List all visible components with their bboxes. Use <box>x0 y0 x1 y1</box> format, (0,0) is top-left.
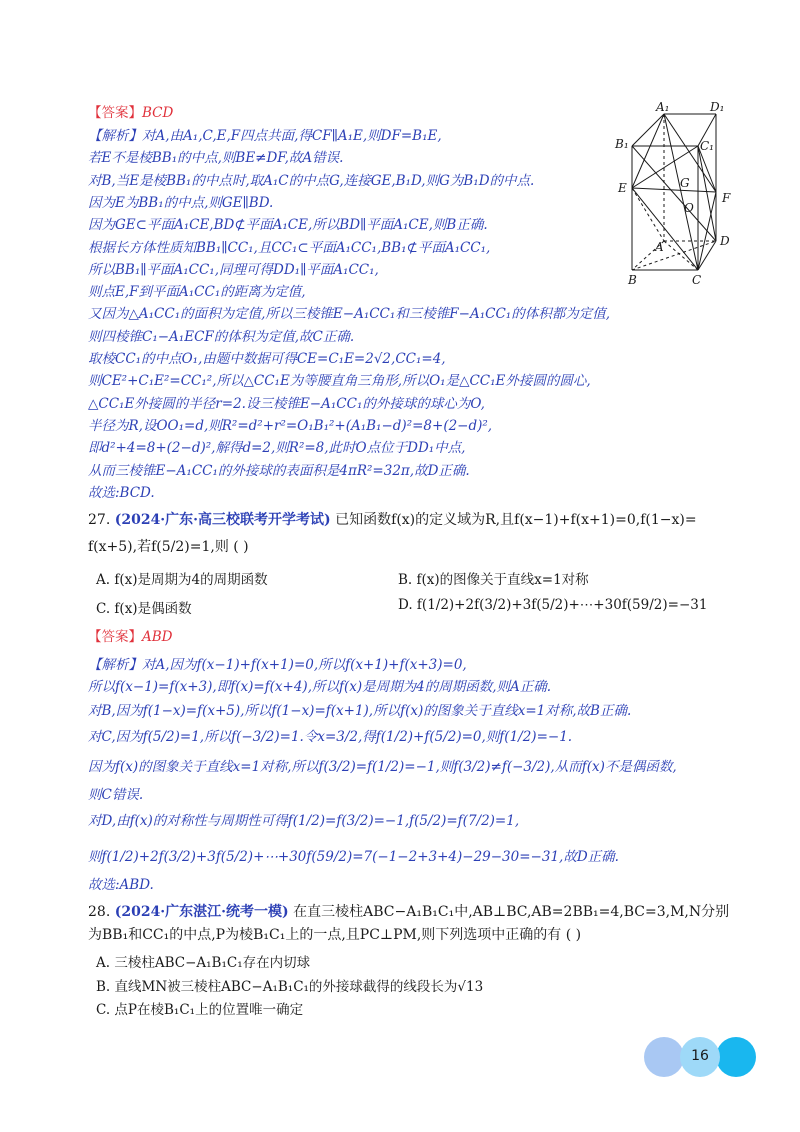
analysis-line: 【解析】对A,因为f(x−1)+f(x+1)=0,所以f(x+1)+f(x+3)=0, <box>88 657 467 673</box>
analysis-line: 则CE²+C₁E²=CC₁²,所以△CC₁E为等腰直角三角形,所以O₁是△CC₁E外接圆的圆心, <box>88 373 591 390</box>
label-F: F <box>722 191 731 205</box>
label-A1: A₁ <box>656 100 670 114</box>
analysis-line: 故选:ABD. <box>88 877 154 893</box>
q27-option-b: B. f(x)的图像关于直线x=1对称 <box>398 572 589 588</box>
label-C: C <box>692 273 702 287</box>
q26-answer-tag: 【答案】 <box>88 105 142 121</box>
label-C1: C₁ <box>700 139 714 153</box>
q27-number: 27. <box>88 512 111 528</box>
q28-option-a: A. 三棱柱ABC−A₁B₁C₁存在内切球 <box>96 955 311 971</box>
analysis-line: 所以f(x−1)=f(x+3),即f(x)=f(x+4),所以f(x)是周期为4的周期函数,则A正确. <box>88 679 552 695</box>
badge-circle-left <box>644 1037 684 1077</box>
analysis-line: 则C错误. <box>88 787 144 803</box>
analysis-line: 对C,因为f(5/2)=1,所以f(−3/2)=1.令x=3/2,得f(1/2)+f(5/2)=0,则f(1/2)=−1. <box>88 729 573 745</box>
label-D1: D₁ <box>710 100 725 114</box>
analysis-line: 【解析】对A,由A₁,C,E,F四点共面,得CF∥A₁E,则DF=B₁E, <box>88 128 442 144</box>
q27-stem-line-1 <box>88 511 697 529</box>
label-G: G <box>680 176 690 190</box>
q27-option-d: D. f(1/2)+2f(3/2)+3f(5/2)+⋯+30f(59/2)=−31 <box>398 597 708 613</box>
q27-option-a: A. f(x)是周期为4的周期函数 <box>96 572 268 588</box>
label-A: A <box>655 240 664 254</box>
analysis-line: △CC₁E外接圆的半径r=2.设三棱锥E−A₁CC₁的外接球的球心为O, <box>88 395 485 412</box>
q27-source: (2024·广东·高三校联考开学考试) <box>114 512 331 528</box>
label-B1: B₁ <box>615 137 629 151</box>
q27-answer-tag: 【答案】 <box>88 629 142 645</box>
q28-source: (2024·广东湛江·统考一模) <box>114 904 289 920</box>
q28-stem-line-1 <box>88 903 729 921</box>
analysis-line: 取棱CC₁的中点O₁,由题中数据可得CE=C₁E=2√2,CC₁=4, <box>88 351 446 367</box>
analysis-line: 若E不是棱BB₁的中点,则BE≠DF,故A错误. <box>88 150 344 167</box>
q26-answer: BCD <box>142 105 174 121</box>
analysis-line: 所以BB₁∥平面A₁CC₁,同理可得DD₁∥平面A₁CC₁, <box>88 261 379 278</box>
q26-cuboid-figure <box>612 98 742 287</box>
analysis-line: 则f(1/2)+2f(3/2)+3f(5/2)+⋯+30f(59/2)=7(−1−2+3+4)−29−30=−31,故D正确. <box>88 849 619 865</box>
analysis-line: 又因为△A₁CC₁的面积为定值,所以三棱锥E−A₁CC₁和三棱锥F−A₁CC₁的体积都为定值, <box>88 306 611 323</box>
q28-number: 28. <box>88 904 111 920</box>
analysis-line: 因为GE⊂平面A₁CE,BD⊄平面A₁CE,所以BD∥平面A₁CE,则B正确. <box>88 217 488 234</box>
analysis-line: 则四棱锥C₁−A₁ECF的体积为定值,故C正确. <box>88 328 355 345</box>
analysis-line: 即d²+4=8+(2−d)²,解得d=2,则R²=8,此时O点位于DD₁中点, <box>88 440 466 457</box>
analysis-line: 因为f(x)的图象关于直线x=1对称,所以f(3/2)=f(1/2)=−1,则f(3/2)≠f(−3/2),从而f(x)不是偶函数, <box>88 759 677 775</box>
label-D: D <box>720 234 730 248</box>
analysis-line: 因为E为BB₁的中点,则GE∥BD. <box>88 194 274 211</box>
analysis-line: 则点E,F到平面A₁CC₁的距离为定值, <box>88 284 306 301</box>
analysis-line: 根据长方体性质知BB₁∥CC₁,且CC₁⊂平面A₁CC₁,BB₁⊄平面A₁CC₁, <box>88 239 491 256</box>
q28-stem-1: 在直三棱柱ABC−A₁B₁C₁中,AB⊥BC,AB=2BB₁=4,BC=3,M,N分别 <box>293 904 730 920</box>
q27-answer: ABD <box>142 629 173 645</box>
label-B: B <box>628 273 637 287</box>
q28-option-b: B. 直线MN被三棱柱ABC−A₁B₁C₁的外接球截得的线段长为√13 <box>96 979 484 995</box>
analysis-line: 对B,当E是棱BB₁的中点时,取A₁C的中点G,连接GE,B₁D,则G为B₁D的中点. <box>88 172 535 189</box>
analysis-line: 对D,由f(x)的对称性与周期性可得f(1/2)=f(3/2)=−1,f(5/2)=f(7/2)=1, <box>88 813 520 829</box>
badge-circle-right <box>716 1037 756 1077</box>
page-number-badge <box>644 1035 764 1079</box>
label-E: E <box>618 181 627 195</box>
q27-stem-1: 已知函数f(x)的定义域为R,且f(x−1)+f(x+1)=0,f(1−x)= <box>335 512 697 528</box>
analysis-line: 从而三棱锥E−A₁CC₁的外接球的表面积是4πR²=32π,故D正确. <box>88 462 470 479</box>
q28-stem-line-2: 为BB₁和CC₁的中点,P为棱B₁C₁上的一点,且PC⊥PM,则下列选项中正确的有 ( ) <box>88 927 582 943</box>
analysis-line: 对B,因为f(1−x)=f(x+5),所以f(1−x)=f(x+1),所以f(x)的图象关于直线x=1对称,故B正确. <box>88 703 632 719</box>
analysis-line: 半径为R,设OO₁=d,则R²=d²+r²=O₁B₁²+(A₁B₁−d)²=8+(2−d)², <box>88 417 493 434</box>
q27-stem-line-2: f(x+5),若f(5/2)=1,则 ( ) <box>88 539 249 555</box>
q27-answer-line <box>88 628 173 646</box>
q27-option-c: C. f(x)是偶函数 <box>96 601 192 617</box>
q28-option-c: C. 点P在棱B₁C₁上的位置唯一确定 <box>96 1002 304 1018</box>
q26-answer-line <box>88 104 173 122</box>
label-O: O <box>684 201 694 215</box>
analysis-line: 故选:BCD. <box>88 484 155 501</box>
page-number: 16 <box>691 1048 709 1064</box>
